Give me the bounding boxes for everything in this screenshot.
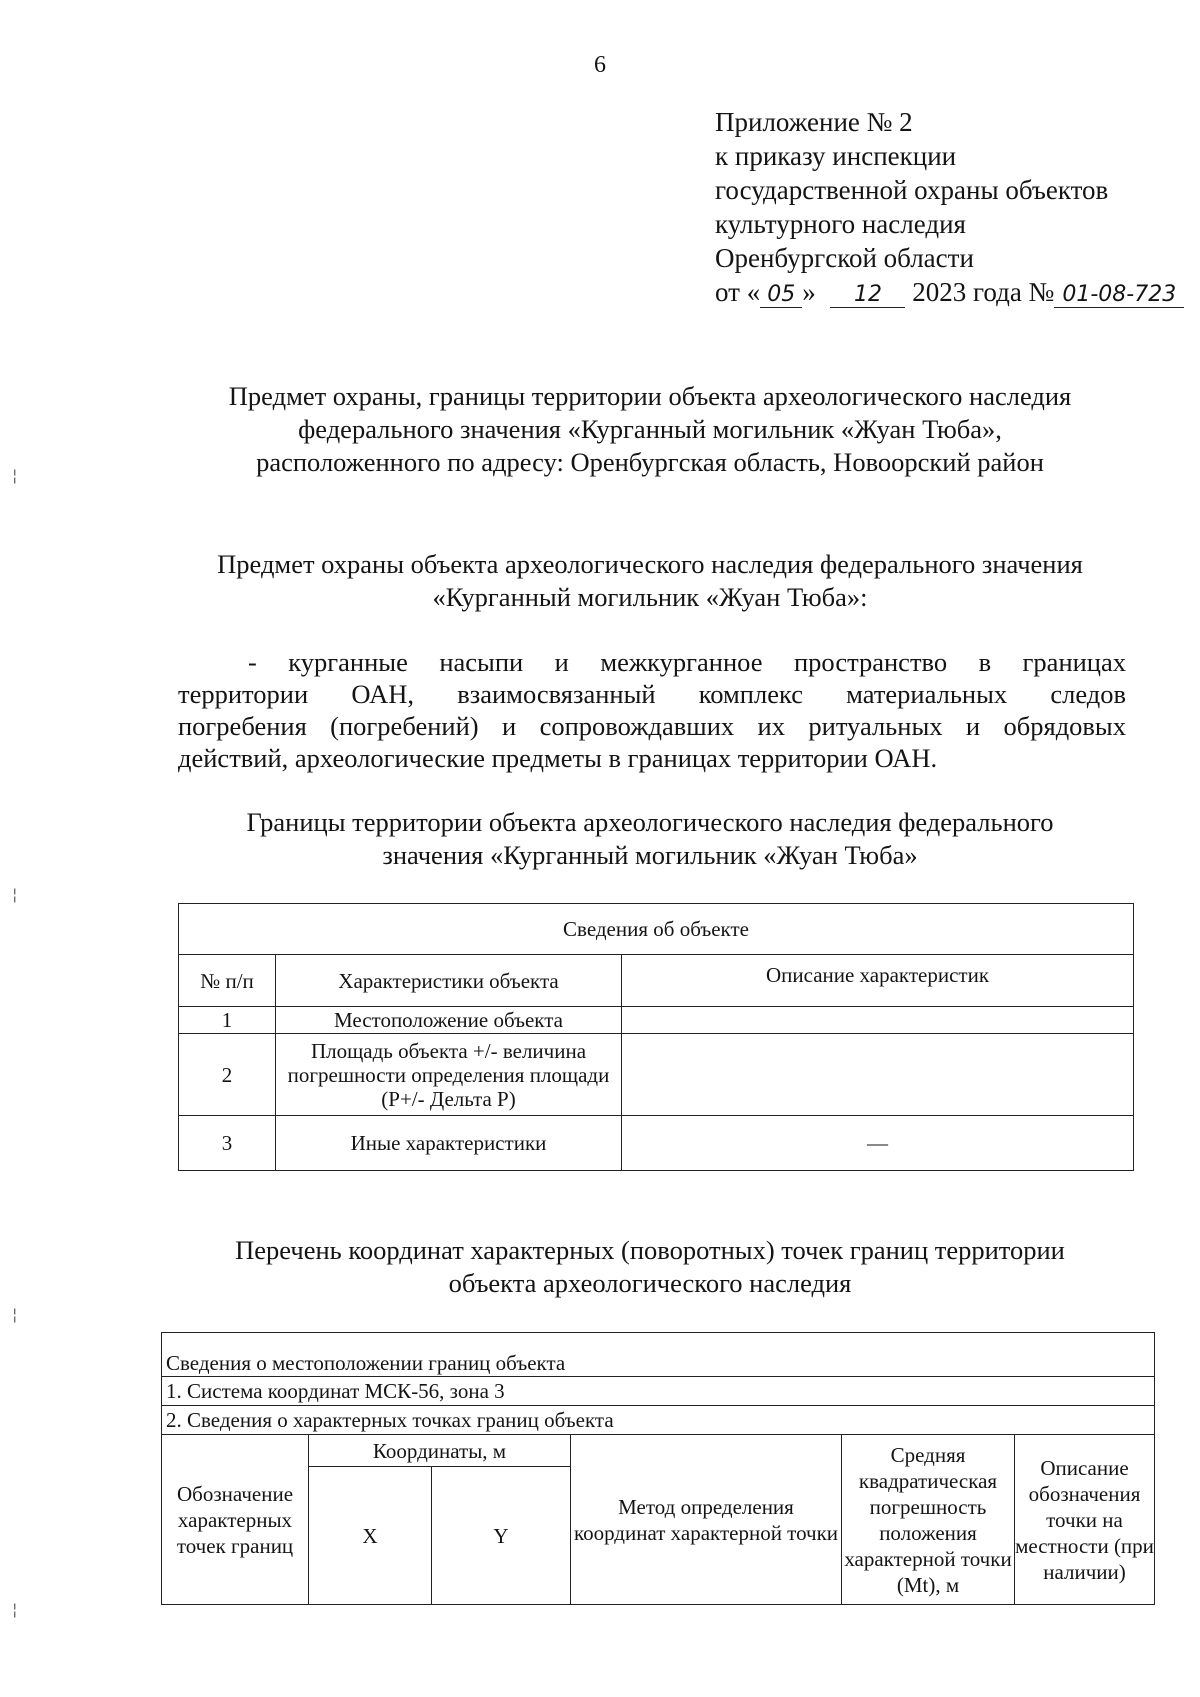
handwritten-day: 05: [760, 283, 802, 308]
page-number: 6: [594, 52, 606, 78]
subject-paragraph: [178, 646, 1126, 774]
table-row: [179, 1007, 1134, 1034]
scan-margin-mark: ¦: [12, 885, 18, 904]
coords-heading: [150, 1234, 1150, 1300]
header-y: Y: [432, 1467, 571, 1605]
object-info-table: [178, 903, 1134, 1171]
coords-heading-line: Перечень координат характерных (поворотных) точек границ территории: [235, 1235, 1065, 1265]
header-x: X: [309, 1467, 432, 1605]
coords-row-location: Сведения о местоположении границ объекта: [162, 1333, 1155, 1377]
table-cell: [622, 1034, 1134, 1116]
scan-margin-mark: ¦: [12, 466, 18, 485]
header-mean-error: Средняя квадратическая погрешность положения характерной точки (Mt), м: [842, 1435, 1015, 1605]
paragraph-line: - курганные насыпи и межкурганное пространство в границах: [248, 647, 1126, 677]
coords-row-system: 1. Система координат МСК-56, зона 3: [162, 1377, 1155, 1406]
document-title: [150, 380, 1150, 479]
table-cell: Местоположение объекта: [276, 1007, 622, 1034]
subject-heading: [150, 548, 1150, 614]
table-header: № п/п: [179, 955, 276, 1007]
subject-heading-line: «Курганный могильник «Жуан Тюба»:: [432, 582, 868, 612]
borders-heading: [150, 806, 1150, 872]
table-cell: —: [622, 1116, 1134, 1171]
annex-line: государственной охраны объектов: [715, 175, 1109, 205]
scan-margin-mark: ¦: [12, 1600, 18, 1619]
table-cell: 3: [179, 1116, 276, 1171]
coordinates-table: [161, 1332, 1155, 1605]
object-table-caption: Сведения об объекте: [179, 904, 1134, 955]
header-point-description: Описание обозначения точки на местности (при наличии): [1015, 1435, 1155, 1605]
title-line: Предмет охраны, границы территории объекта археологического наследия: [228, 381, 1072, 411]
annex-date-line: [715, 275, 1184, 309]
header-coordinates: Координаты, м: [309, 1435, 571, 1467]
annex-line: к приказу инспекции: [715, 141, 957, 171]
annex-block: [715, 105, 1184, 309]
annex-line: Оренбургской области: [715, 243, 974, 273]
paragraph-line: действий, археологические предметы в границах территории ОАН.: [178, 743, 938, 773]
table-cell: Площадь объекта +/- величина погрешности определения площади (Р+/- Дельта Р): [276, 1034, 622, 1116]
table-header: Характеристики объекта: [276, 955, 622, 1007]
scan-margin-mark: ¦: [12, 1305, 18, 1324]
borders-heading-line: значения «Курганный могильник «Жуан Тюба»: [382, 840, 918, 870]
handwritten-month: 12: [830, 283, 905, 308]
paragraph-line: погребения (погребений) и сопровождавших их ритуальных и обрядовых: [178, 711, 1126, 741]
date-prefix: от «: [715, 277, 761, 307]
paragraph-line: территории ОАН, взаимосвязанный комплекс материальных следов: [178, 679, 1126, 709]
date-mid: »: [802, 277, 816, 307]
table-row: [179, 1116, 1134, 1171]
date-year: 2023 года №: [912, 277, 1055, 307]
table-cell: Иные характеристики: [276, 1116, 622, 1171]
annex-line: Приложение № 2: [715, 107, 913, 137]
table-cell: [622, 1007, 1134, 1034]
coords-row-points: 2. Сведения о характерных точках границ объекта: [162, 1406, 1155, 1435]
annex-line: культурного наследия: [715, 209, 966, 239]
header-point-designation: Обозначение характерных точек границ: [162, 1435, 309, 1605]
borders-heading-line: Границы территории объекта археологического наследия федерального: [246, 807, 1054, 837]
coords-heading-line: объекта археологического наследия: [448, 1268, 852, 1298]
subject-heading-line: Предмет охраны объекта археологического наследия федерального значения: [217, 549, 1083, 579]
title-line: расположенного по адресу: Оренбургская область, Новоорский район: [256, 447, 1044, 477]
table-row: [179, 1034, 1134, 1116]
table-header: Описание характеристик: [622, 955, 1134, 1007]
table-cell: 2: [179, 1034, 276, 1116]
handwritten-number: 01-08-723: [1054, 283, 1184, 308]
title-line: федерального значения «Курганный могильник «Жуан Тюба»,: [298, 414, 1002, 444]
header-method: Метод определения координат характерной точки: [571, 1435, 842, 1605]
table-cell: 1: [179, 1007, 276, 1034]
